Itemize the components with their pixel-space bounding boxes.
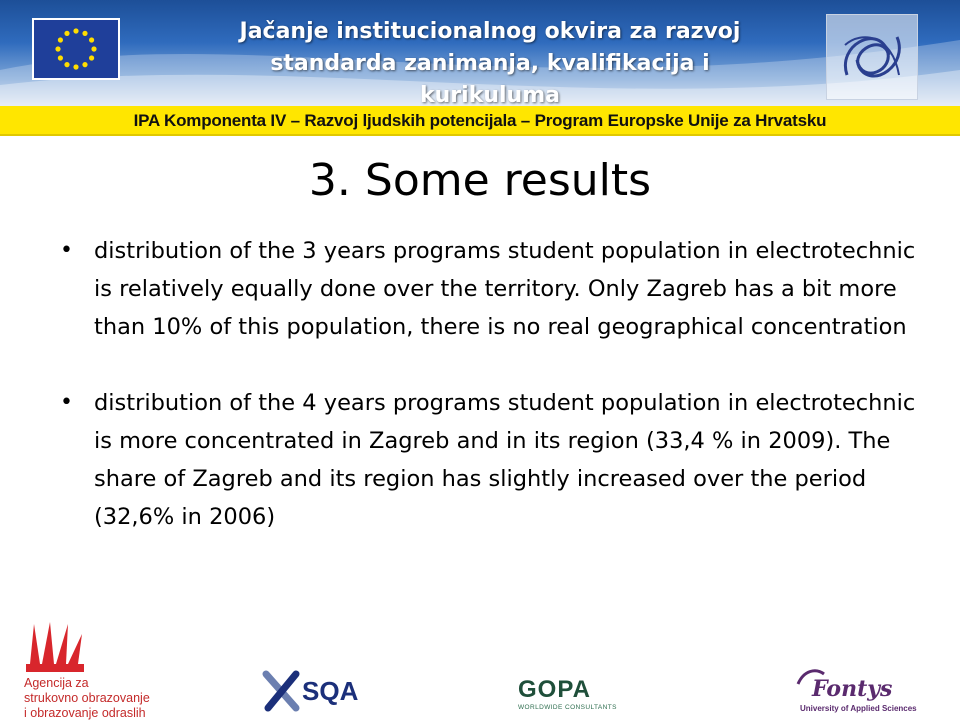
bullet-text: distribution of the 4 years programs student population in electrotechnic is more concentrated in Zagreb and in its region (33,4 % in 2009). The share of Zagreb and its region has slightly increased over the period (32,6% in 2006) <box>94 390 916 530</box>
agency-line-2: strukovno obrazovanje <box>24 691 150 705</box>
gopa-text: GOPA <box>518 676 591 703</box>
bullet-icon: • <box>60 390 73 415</box>
swirl-logo-icon <box>827 15 917 99</box>
gopa-subtitle: WORLDWIDE CONSULTANTS <box>518 704 617 711</box>
bullet-item <box>56 232 916 346</box>
project-title <box>210 16 770 106</box>
bullet-icon: • <box>60 238 73 263</box>
bullet-list <box>56 232 916 536</box>
slide-title: 3. Some results <box>308 155 652 206</box>
agency-sunburst-icon <box>24 616 86 674</box>
header-banner <box>0 0 960 106</box>
fontys-logo <box>794 664 954 720</box>
ipa-text: IPA Komponenta IV – Razvoj ljudskih potencijala – Program Europske Unije za Hrvatsku <box>133 111 827 130</box>
project-title-line2: standarda zanimanja, kvalifikacija i kurikuluma <box>270 51 710 106</box>
fontys-text: Fontys <box>812 676 893 702</box>
agency-line-1: Agencija za <box>24 676 89 690</box>
agency-line-3: i obrazovanje odraslih <box>24 706 146 720</box>
project-title-line1: Jačanje institucionalnog okvira za razvoj <box>239 19 741 44</box>
agency-logo <box>24 616 194 720</box>
gopa-logo <box>518 676 617 716</box>
ipa-strip <box>0 106 960 136</box>
agency-name <box>24 676 184 721</box>
project-logo <box>826 14 918 100</box>
sqa-cross-icon <box>262 666 302 716</box>
sqa-logo <box>262 666 382 720</box>
bullet-item <box>56 384 916 536</box>
sqa-text: SQA <box>302 676 359 706</box>
bullet-text: distribution of the 3 years programs student population in electrotechnic is relatively equally done over the territory. Only Zagreb has a bit more than 10% of this population, there is no real geographical concentration <box>94 238 916 340</box>
eu-flag-icon <box>32 18 120 80</box>
fontys-subtitle: University of Applied Sciences <box>800 704 917 713</box>
